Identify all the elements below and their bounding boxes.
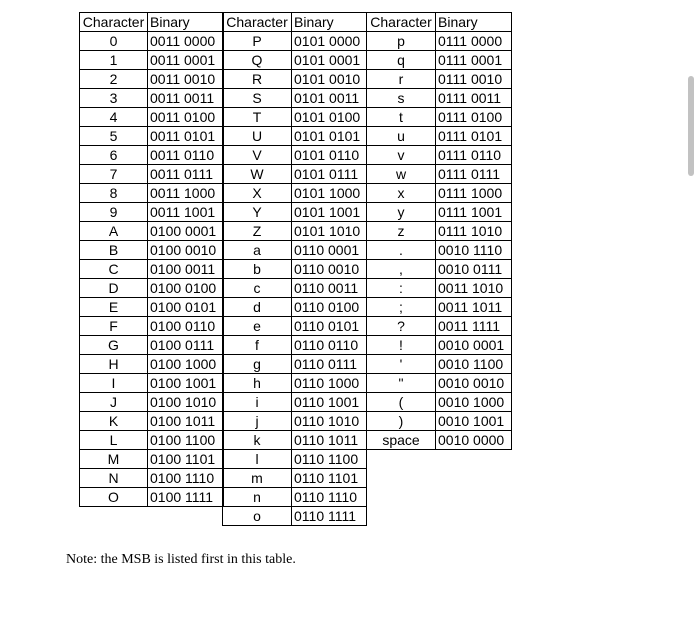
character-cell: d — [223, 298, 292, 317]
binary-cell: 0101 0111 — [292, 165, 367, 184]
binary-cell: 0100 1101 — [148, 450, 224, 469]
character-cell: m — [223, 469, 292, 488]
character-cell: h — [223, 374, 292, 393]
table-row — [80, 222, 224, 241]
table-row — [367, 127, 512, 146]
binary-cell: 0011 0000 — [148, 32, 224, 51]
table-row — [367, 374, 512, 393]
binary-cell: 0011 1001 — [148, 203, 224, 222]
character-cell: j — [223, 412, 292, 431]
binary-cell: 0101 1010 — [292, 222, 367, 241]
binary-cell: 0110 0010 — [292, 260, 367, 279]
binary-cell: 0111 0011 — [436, 89, 512, 108]
character-cell: D — [80, 279, 148, 298]
character-cell: b — [223, 260, 292, 279]
table-row — [223, 146, 367, 165]
character-header: Character — [223, 13, 292, 32]
binary-cell: 0110 1101 — [292, 469, 367, 488]
binary-cell: 0010 0010 — [436, 374, 512, 393]
character-cell: 5 — [80, 127, 148, 146]
binary-cell: 0111 1000 — [436, 184, 512, 203]
character-cell: u — [367, 127, 436, 146]
character-cell: 0 — [80, 32, 148, 51]
table-note: Note: the MSB is listed first in this table. — [66, 552, 296, 567]
table-row — [367, 260, 512, 279]
binary-cell: 0100 0110 — [148, 317, 224, 336]
character-cell: Z — [223, 222, 292, 241]
binary-cell: 0011 0110 — [148, 146, 224, 165]
binary-cell: 0100 1001 — [148, 374, 224, 393]
character-cell: r — [367, 70, 436, 89]
table-row — [367, 165, 512, 184]
table-row — [367, 89, 512, 108]
table-row — [367, 298, 512, 317]
table-row — [80, 32, 224, 51]
character-cell: 8 — [80, 184, 148, 203]
character-cell: 2 — [80, 70, 148, 89]
binary-cell: 0010 0111 — [436, 260, 512, 279]
table-row — [223, 165, 367, 184]
character-cell: R — [223, 70, 292, 89]
binary-cell: 0110 1010 — [292, 412, 367, 431]
table-row — [223, 317, 367, 336]
character-cell: 4 — [80, 108, 148, 127]
table-body — [80, 13, 224, 507]
table-row — [80, 298, 224, 317]
character-cell: k — [223, 431, 292, 450]
binary-cell: 0110 0100 — [292, 298, 367, 317]
character-cell: M — [80, 450, 148, 469]
binary-cell: 0101 1001 — [292, 203, 367, 222]
character-cell: E — [80, 298, 148, 317]
table-row — [367, 412, 512, 431]
binary-cell: 0100 0111 — [148, 336, 224, 355]
binary-cell: 0101 0001 — [292, 51, 367, 70]
character-cell: ! — [367, 336, 436, 355]
table-row — [223, 393, 367, 412]
character-cell: . — [367, 241, 436, 260]
character-cell: s — [367, 89, 436, 108]
table-row — [367, 355, 512, 374]
table-row — [80, 488, 224, 507]
binary-cell: 0100 1110 — [148, 469, 224, 488]
character-cell: G — [80, 336, 148, 355]
character-cell: U — [223, 127, 292, 146]
binary-cell: 0010 1001 — [436, 412, 512, 431]
character-cell: f — [223, 336, 292, 355]
binary-cell: 0111 0101 — [436, 127, 512, 146]
header-row — [80, 13, 224, 32]
table-row — [80, 146, 224, 165]
binary-cell: 0011 1010 — [436, 279, 512, 298]
table-row — [223, 374, 367, 393]
table-row — [80, 469, 224, 488]
ascii-table-uppercase-lowercase — [222, 12, 367, 526]
character-cell: space — [367, 431, 436, 450]
table-row — [223, 203, 367, 222]
table-row — [80, 127, 224, 146]
table-row — [223, 260, 367, 279]
character-cell: 6 — [80, 146, 148, 165]
table-row — [80, 393, 224, 412]
binary-cell: 0111 0100 — [436, 108, 512, 127]
binary-cell: 0100 0011 — [148, 260, 224, 279]
character-cell: C — [80, 260, 148, 279]
binary-cell: 0110 1001 — [292, 393, 367, 412]
header-row — [367, 13, 512, 32]
character-cell: n — [223, 488, 292, 507]
table-row — [223, 241, 367, 260]
binary-cell: 0100 0100 — [148, 279, 224, 298]
character-cell: l — [223, 450, 292, 469]
binary-header: Binary — [148, 13, 224, 32]
character-cell: z — [367, 222, 436, 241]
table-row — [80, 70, 224, 89]
character-cell: K — [80, 412, 148, 431]
binary-header: Binary — [292, 13, 367, 32]
table-row — [80, 260, 224, 279]
character-cell: W — [223, 165, 292, 184]
table-row — [367, 222, 512, 241]
table-row — [367, 241, 512, 260]
character-cell: o — [223, 507, 292, 526]
character-cell: t — [367, 108, 436, 127]
character-cell: , — [367, 260, 436, 279]
ascii-table-lowercase-punctuation — [366, 12, 512, 450]
character-cell: ? — [367, 317, 436, 336]
binary-cell: 0011 0101 — [148, 127, 224, 146]
binary-cell: 0011 0100 — [148, 108, 224, 127]
character-cell: ; — [367, 298, 436, 317]
binary-cell: 0011 0011 — [148, 89, 224, 108]
table-row — [367, 51, 512, 70]
binary-cell: 0111 1001 — [436, 203, 512, 222]
table-row — [223, 127, 367, 146]
table-row — [367, 393, 512, 412]
binary-cell: 0100 1111 — [148, 488, 224, 507]
character-cell: 1 — [80, 51, 148, 70]
binary-cell: 0011 1111 — [436, 317, 512, 336]
table-row — [80, 450, 224, 469]
table-row — [223, 222, 367, 241]
table-body — [223, 13, 367, 526]
scrollbar-thumb[interactable] — [688, 76, 694, 176]
binary-cell: 0101 0100 — [292, 108, 367, 127]
binary-cell: 0110 1011 — [292, 431, 367, 450]
character-cell: J — [80, 393, 148, 412]
character-cell: Y — [223, 203, 292, 222]
binary-cell: 0100 0010 — [148, 241, 224, 260]
binary-cell: 0111 0010 — [436, 70, 512, 89]
character-cell: L — [80, 431, 148, 450]
binary-cell: 0011 0010 — [148, 70, 224, 89]
table-row — [367, 431, 512, 450]
character-header: Character — [80, 13, 148, 32]
character-cell: c — [223, 279, 292, 298]
character-cell: 7 — [80, 165, 148, 184]
character-cell: i — [223, 393, 292, 412]
character-cell: " — [367, 374, 436, 393]
binary-cell: 0110 0011 — [292, 279, 367, 298]
binary-cell: 0010 0000 — [436, 431, 512, 450]
character-cell: e — [223, 317, 292, 336]
table-row — [80, 412, 224, 431]
binary-cell: 0011 0111 — [148, 165, 224, 184]
binary-cell: 0011 0001 — [148, 51, 224, 70]
table-row — [80, 203, 224, 222]
binary-cell: 0111 0110 — [436, 146, 512, 165]
binary-cell: 0101 0000 — [292, 32, 367, 51]
binary-cell: 0100 1010 — [148, 393, 224, 412]
character-header: Character — [367, 13, 436, 32]
table-row — [80, 279, 224, 298]
character-cell: 9 — [80, 203, 148, 222]
binary-cell: 0010 1000 — [436, 393, 512, 412]
character-cell: y — [367, 203, 436, 222]
table-row — [223, 51, 367, 70]
table-row — [367, 108, 512, 127]
ascii-table-digits-uppercase — [79, 12, 224, 507]
character-cell: w — [367, 165, 436, 184]
table-row — [80, 108, 224, 127]
binary-cell: 0011 1000 — [148, 184, 224, 203]
table-row — [223, 412, 367, 431]
binary-cell: 0100 1000 — [148, 355, 224, 374]
character-cell: T — [223, 108, 292, 127]
binary-cell: 0010 1100 — [436, 355, 512, 374]
table-row — [223, 298, 367, 317]
table-body — [367, 13, 512, 450]
table-row — [367, 279, 512, 298]
character-cell: O — [80, 488, 148, 507]
table-row — [80, 374, 224, 393]
table-row — [223, 355, 367, 374]
table-row — [223, 336, 367, 355]
character-cell: ( — [367, 393, 436, 412]
binary-header: Binary — [436, 13, 512, 32]
table-row — [223, 431, 367, 450]
binary-cell: 0111 0000 — [436, 32, 512, 51]
table-row — [80, 431, 224, 450]
table-row — [223, 32, 367, 51]
table-row — [80, 51, 224, 70]
table-row — [223, 488, 367, 507]
character-cell: q — [367, 51, 436, 70]
character-cell: ' — [367, 355, 436, 374]
table-row — [367, 317, 512, 336]
binary-cell: 0110 1000 — [292, 374, 367, 393]
table-row — [223, 507, 367, 526]
character-cell: H — [80, 355, 148, 374]
binary-cell: 0101 0011 — [292, 89, 367, 108]
table-row — [80, 336, 224, 355]
character-cell: I — [80, 374, 148, 393]
character-cell: p — [367, 32, 436, 51]
table-row — [367, 184, 512, 203]
table-row — [367, 32, 512, 51]
table-row — [367, 146, 512, 165]
table-row — [80, 89, 224, 108]
binary-cell: 0110 0111 — [292, 355, 367, 374]
character-cell: Q — [223, 51, 292, 70]
character-cell: a — [223, 241, 292, 260]
binary-cell: 0101 0110 — [292, 146, 367, 165]
character-cell: F — [80, 317, 148, 336]
binary-cell: 0101 1000 — [292, 184, 367, 203]
character-cell: B — [80, 241, 148, 260]
character-cell: A — [80, 222, 148, 241]
binary-cell: 0100 1100 — [148, 431, 224, 450]
character-cell: v — [367, 146, 436, 165]
table-row — [223, 184, 367, 203]
header-row — [223, 13, 367, 32]
binary-cell: 0110 0110 — [292, 336, 367, 355]
binary-cell: 0111 0111 — [436, 165, 512, 184]
binary-cell: 0110 1111 — [292, 507, 367, 526]
table-row — [367, 203, 512, 222]
character-cell: S — [223, 89, 292, 108]
binary-cell: 0111 0001 — [436, 51, 512, 70]
binary-cell: 0110 0001 — [292, 241, 367, 260]
binary-cell: 0110 1110 — [292, 488, 367, 507]
character-cell: 3 — [80, 89, 148, 108]
binary-cell: 0100 1011 — [148, 412, 224, 431]
table-row — [80, 241, 224, 260]
binary-cell: 0010 1110 — [436, 241, 512, 260]
character-cell: X — [223, 184, 292, 203]
table-row — [223, 70, 367, 89]
character-cell: V — [223, 146, 292, 165]
binary-cell: 0101 0101 — [292, 127, 367, 146]
table-row — [223, 469, 367, 488]
binary-cell: 0111 1010 — [436, 222, 512, 241]
table-row — [367, 70, 512, 89]
character-cell: P — [223, 32, 292, 51]
binary-cell: 0110 1100 — [292, 450, 367, 469]
table-row — [223, 279, 367, 298]
character-cell: N — [80, 469, 148, 488]
character-cell: x — [367, 184, 436, 203]
character-cell: : — [367, 279, 436, 298]
table-row — [80, 355, 224, 374]
binary-cell: 0010 0001 — [436, 336, 512, 355]
table-row — [223, 89, 367, 108]
table-row — [80, 184, 224, 203]
table-row — [80, 317, 224, 336]
binary-cell: 0011 1011 — [436, 298, 512, 317]
table-row — [80, 165, 224, 184]
table-row — [367, 336, 512, 355]
binary-cell: 0101 0010 — [292, 70, 367, 89]
table-row — [223, 450, 367, 469]
binary-cell: 0100 0101 — [148, 298, 224, 317]
binary-cell: 0110 0101 — [292, 317, 367, 336]
binary-cell: 0100 0001 — [148, 222, 224, 241]
character-cell: g — [223, 355, 292, 374]
character-cell: ) — [367, 412, 436, 431]
table-row — [223, 108, 367, 127]
